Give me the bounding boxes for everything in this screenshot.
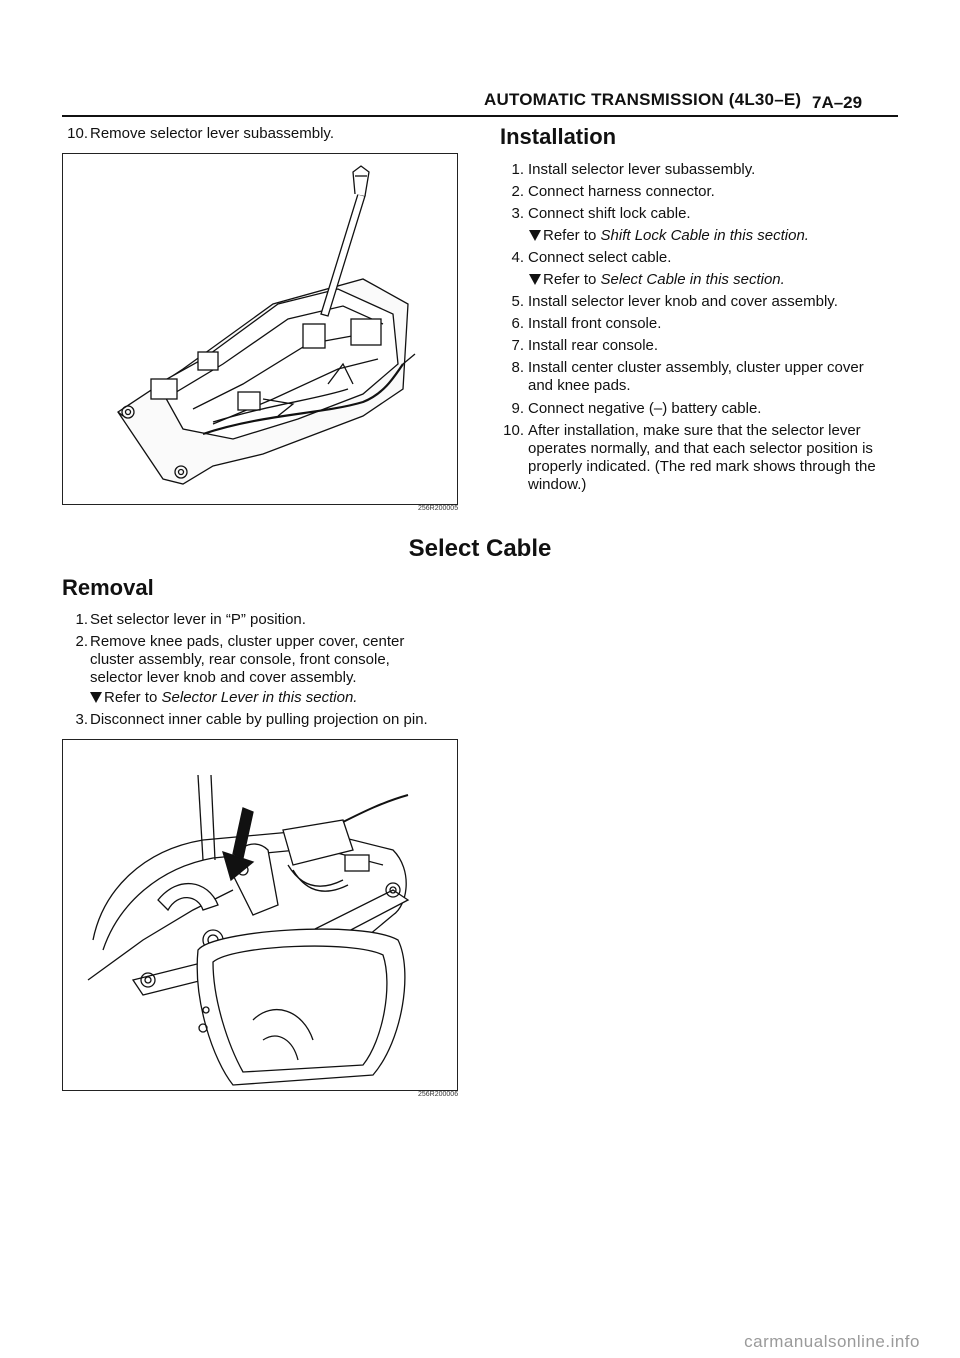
step-text: window.) bbox=[528, 476, 587, 493]
step-text: After installation, make sure that the selector lever bbox=[528, 422, 861, 439]
removal-heading: Removal bbox=[62, 575, 154, 600]
step-text: cluster assembly, rear console, front console, bbox=[90, 651, 390, 668]
step-text: Remove knee pads, cluster upper cover, center bbox=[90, 633, 405, 650]
ref-prefix: Refer to bbox=[104, 689, 158, 706]
figure-selector-lever-subassembly bbox=[62, 153, 458, 505]
step-number: 1. bbox=[511, 161, 524, 178]
step-number: 3. bbox=[75, 711, 88, 728]
ref-link[interactable]: Select Cable in this section. bbox=[600, 271, 785, 288]
install-step-5 bbox=[498, 293, 908, 311]
install-step-4 bbox=[498, 249, 908, 267]
step-text: Remove selector lever subassembly. bbox=[90, 125, 334, 142]
step-number: 8. bbox=[511, 359, 524, 376]
triangle-down-icon bbox=[529, 274, 541, 285]
step-number: 10. bbox=[503, 422, 524, 439]
step-number: 9. bbox=[511, 400, 524, 417]
watermark: carmanualsonline.info bbox=[744, 1332, 920, 1351]
triangle-down-icon bbox=[90, 692, 102, 703]
step-text: Connect shift lock cable. bbox=[528, 205, 691, 222]
step-text: Install selector lever subassembly. bbox=[528, 161, 756, 178]
triangle-down-icon bbox=[529, 230, 541, 241]
step-number: 5. bbox=[511, 293, 524, 310]
select-cable-illustration bbox=[63, 740, 457, 1090]
ref-link[interactable]: Selector Lever in this section. bbox=[161, 689, 358, 706]
install-step-7 bbox=[498, 337, 908, 355]
install-step-6 bbox=[498, 315, 908, 333]
step-text: Install selector lever knob and cover assembly. bbox=[528, 293, 838, 310]
step-text: Connect negative (–) battery cable. bbox=[528, 400, 762, 417]
step-number: 4. bbox=[511, 249, 524, 266]
step-text: Install front console. bbox=[528, 315, 662, 332]
step-text: Connect harness connector. bbox=[528, 183, 715, 200]
step-number: 2. bbox=[75, 633, 88, 650]
step-text: and knee pads. bbox=[528, 377, 631, 394]
step-text: operates normally, and that each selector position is bbox=[528, 440, 873, 457]
page-number: 7A–29 bbox=[812, 93, 863, 112]
step-text: Set selector lever in “P” position. bbox=[90, 611, 306, 628]
step-number: 6. bbox=[511, 315, 524, 332]
ref-prefix: Refer to bbox=[543, 227, 597, 244]
install-step-8 bbox=[498, 359, 908, 395]
figure-code: 256R200005 bbox=[418, 505, 459, 512]
removal-step-1 bbox=[62, 611, 462, 629]
step-text: Connect select cable. bbox=[528, 249, 672, 266]
removal-step-10 bbox=[62, 125, 462, 143]
install-step-10 bbox=[498, 422, 908, 494]
step-number: 10. bbox=[67, 125, 88, 142]
figure-inner-cable-pin bbox=[62, 739, 458, 1091]
install-step-9 bbox=[498, 400, 908, 418]
install-step-1 bbox=[498, 161, 908, 179]
installation-heading: Installation bbox=[500, 124, 617, 149]
removal-step-2 bbox=[62, 633, 462, 687]
step-number: 1. bbox=[75, 611, 88, 628]
ref-link[interactable]: Shift Lock Cable in this section. bbox=[600, 227, 809, 244]
step-number: 2. bbox=[511, 183, 524, 200]
reference-selector-lever[interactable] bbox=[90, 689, 357, 706]
step-number: 3. bbox=[511, 205, 524, 222]
step-text: selector lever knob and cover assembly. bbox=[90, 669, 357, 686]
step-text: Install rear console. bbox=[528, 337, 659, 354]
removal-step-3 bbox=[62, 711, 462, 729]
step-text: properly indicated. (The red mark shows through the bbox=[528, 458, 876, 475]
figure-code: 256R200006 bbox=[418, 1091, 459, 1098]
reference-shift-lock-cable[interactable] bbox=[529, 227, 809, 244]
step-number: 7. bbox=[511, 337, 524, 354]
step-text: Disconnect inner cable by pulling projection on pin. bbox=[90, 711, 428, 728]
step-text: Install center cluster assembly, cluster upper cover bbox=[528, 359, 864, 376]
reference-select-cable[interactable] bbox=[529, 271, 785, 288]
selector-lever-illustration bbox=[63, 154, 457, 504]
section-title: Select Cable bbox=[408, 535, 552, 562]
install-step-2 bbox=[498, 183, 908, 201]
ref-prefix: Refer to bbox=[543, 271, 597, 288]
header-title: AUTOMATIC TRANSMISSION (4L30–E) bbox=[484, 90, 802, 109]
header-rule bbox=[62, 115, 898, 117]
install-step-3 bbox=[498, 205, 908, 223]
